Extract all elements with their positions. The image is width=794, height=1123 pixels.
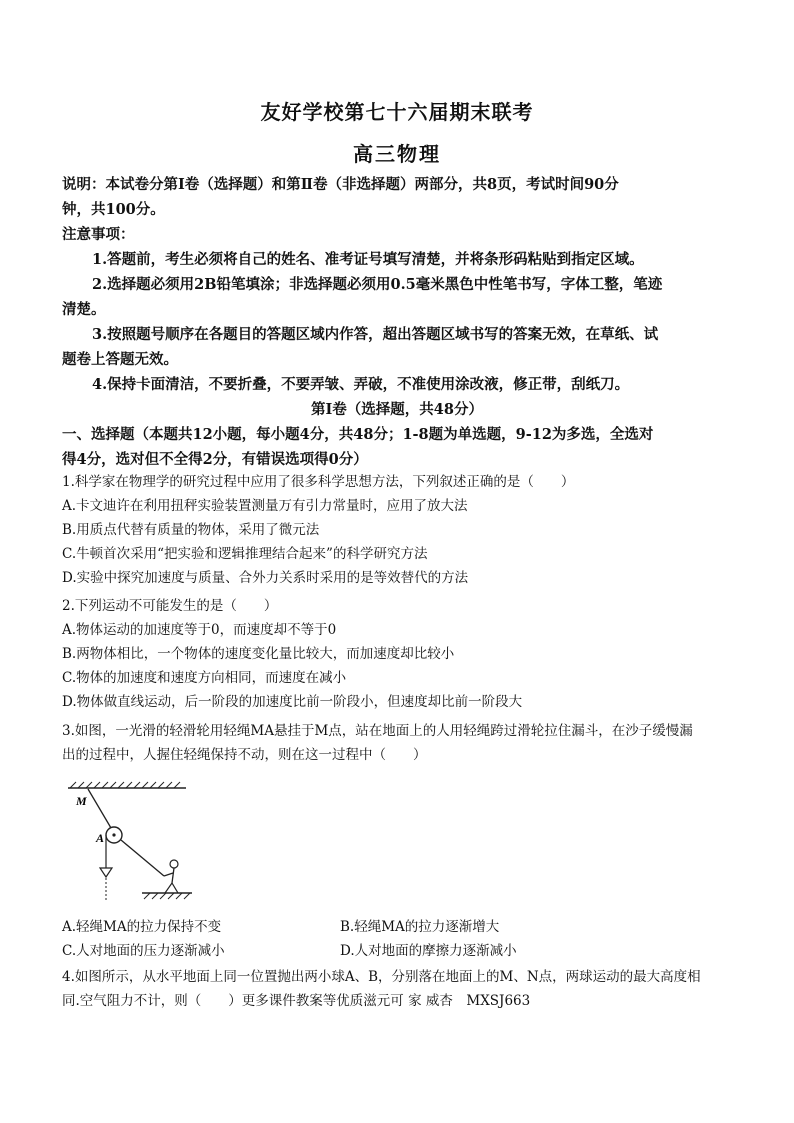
label-a: A (96, 831, 105, 845)
question-stem: 1.科学家在物理学的研究过程中应用了很多科学思想方法，下列叙述正确的是（ ） (62, 474, 575, 490)
question-stem: 同.空气阻力不计，则（ ）更多课件教案等优质滋元可 家 威杏 MXSJ663 (62, 993, 531, 1009)
pulley-axle (112, 833, 115, 836)
person-head (170, 860, 178, 868)
rope-ma (88, 789, 111, 828)
option-a: A.物体运动的加速度等于0，而速度却不等于0 (62, 622, 337, 638)
pulley-figure (64, 780, 194, 905)
option-b: B.轻绳MA的拉力逐渐增大 (340, 919, 500, 935)
option-a: A.轻绳MA的拉力保持不变 (62, 919, 222, 935)
note-item: 清楚。 (62, 301, 106, 318)
subject-title: 高三物理 (353, 142, 441, 166)
option-c: C.人对地面的压力逐渐减小 (62, 943, 225, 959)
options-row (62, 939, 732, 963)
option-a: A.卡文迪许在利用扭秤实验装置测量万有引力常量时，应用了放大法 (62, 498, 468, 514)
question-stem: 出的过程中，人握住轻绳保持不动，则在这一过程中（ ） (62, 747, 427, 763)
question-stem: 3.如图，一光滑的轻滑轮用轻绳MA悬挂于M点，站在地面上的人用轻绳跨过滑轮拉住漏斗，在沙子缓慢漏 (62, 723, 693, 739)
ground-hatch (144, 893, 190, 899)
funnel (100, 868, 112, 877)
option-d: D.人对地面的摩擦力逐渐减小 (340, 943, 517, 959)
instructions (62, 172, 732, 472)
question-1 (62, 470, 732, 590)
question-4 (62, 965, 732, 1013)
option-d: D.实验中探究加速度与质量、合外力关系时采用的是等效替代的方法 (62, 570, 469, 586)
note-item: 4.保持卡面清洁，不要折叠，不要弄皱、弄破，不准使用涂改液，修正带，刮纸刀。 (92, 376, 630, 393)
option-b: B.用质点代替有质量的物体，采用了微元法 (62, 522, 320, 538)
option-c: C.牛顿首次采用“把实验和逻辑推理结合起来”的科学研究方法 (62, 546, 428, 562)
section-heading: 第Ⅰ卷（选择题，共48分） (311, 401, 483, 418)
person-arm (164, 873, 173, 876)
description-line: 说明：本试卷分第Ⅰ卷（选择题）和第Ⅱ卷（非选择题）两部分，共8页，考试时间90分 (62, 176, 619, 193)
person-leg-left (165, 883, 172, 893)
question-3-options (62, 915, 732, 963)
person-body (172, 868, 174, 883)
section-intro: 得4分，选对但不全得2分，有错误选项得0分） (62, 451, 368, 468)
note-item: 3.按照题号顺序在各题目的答题区域内作答，超出答题区域书写的答案无效，在草纸、试 (92, 326, 659, 343)
label-m: M (76, 794, 87, 808)
person-leg-right (172, 883, 178, 893)
question-3 (62, 719, 732, 767)
options-row (62, 915, 732, 939)
question-stem: 2.下列运动不可能发生的是（ ） (62, 598, 278, 614)
school-title: 友好学校第七十六届期末联考 (260, 100, 534, 124)
description-line: 钟，共100分。 (62, 201, 165, 218)
ceiling-hatch (70, 782, 180, 788)
section-intro: 一、选择题（本题共12小题，每小题4分，共48分；1-8题为单选题，9-12为多选，全选对 (62, 426, 654, 443)
note-item: 2.选择题必须用2B铅笔填涂；非选择题必须用0.5毫米黑色中性笔书写，字体工整，笔迹 (92, 276, 663, 293)
question-2 (62, 594, 732, 714)
option-d: D.物体做直线运动，后一阶段的加速度比前一阶段小，但速度却比前一阶段大 (62, 694, 523, 710)
rope-to-person (121, 840, 164, 876)
option-b: B.两物体相比，一个物体的速度变化量比较大，而加速度却比较小 (62, 646, 455, 662)
note-item: 题卷上答题无效。 (62, 351, 178, 368)
note-item: 1.答题前，考生必须将自己的姓名、准考证号填写清楚，并将条形码粘贴到指定区域。 (92, 251, 644, 268)
notes-heading: 注意事项： (62, 226, 135, 243)
question-stem: 4.如图所示，从水平地面上同一位置抛出两小球A、B，分别落在地面上的M、N点，两球运动的最大高度相 (62, 969, 701, 985)
option-c: C.物体的加速度和速度方向相同，而速度在减小 (62, 670, 347, 686)
